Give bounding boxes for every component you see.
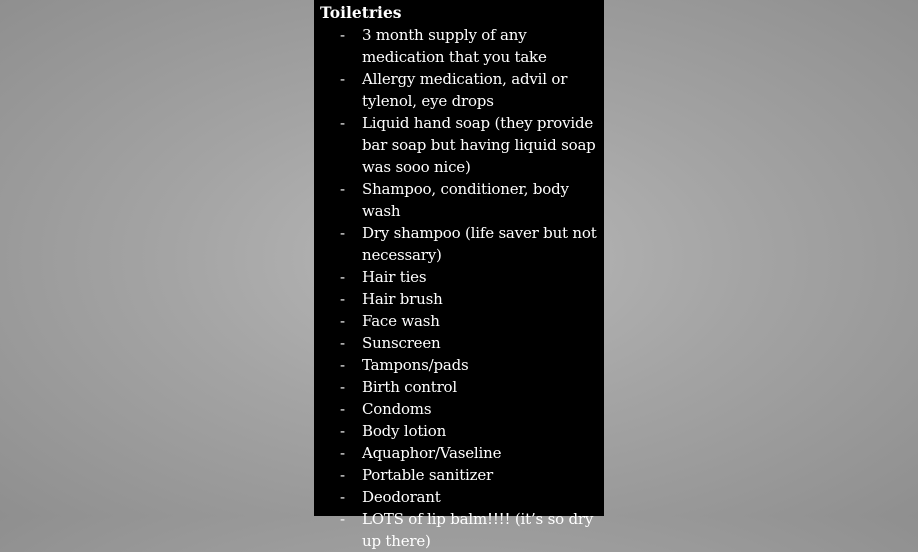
list-item [314,68,604,112]
bullet-dash: - [340,114,345,132]
list-item-text: Aquaphor/Vaseline [362,444,502,462]
list-item [314,266,604,288]
bullet-dash: - [340,488,345,506]
bullet-dash: - [340,312,345,330]
list-item-text: Liquid hand soap (they provide bar soap but having liquid soap was sooo nice) [362,114,596,176]
list-item-text: Dry shampoo (life saver but not necessary) [362,224,597,264]
list-item [314,486,604,508]
list-item-text: Portable sanitizer [362,466,493,484]
document-panel [314,0,604,550]
bullet-dash: - [340,290,345,308]
bullet-dash: - [340,400,345,418]
list-item [314,288,604,310]
bullet-dash: - [340,422,345,440]
list-item [314,508,604,552]
list-item-text: Face wash [362,312,440,330]
bullet-dash: - [340,466,345,484]
list-item [314,310,604,332]
list-item-text: Allergy medication, advil or tylenol, eye drops [362,70,568,110]
list-item [314,376,604,398]
list-item-text: Condoms [362,400,432,418]
bullet-dash: - [340,378,345,396]
bullet-dash: - [340,70,345,88]
bullet-dash: - [340,356,345,374]
list-item [314,222,604,266]
list-item [314,464,604,486]
list-item-text: Deodorant [362,488,441,506]
list-item [314,398,604,420]
bullet-dash: - [340,444,345,462]
list-item [314,24,604,68]
toiletries-list [314,24,604,552]
list-item-text: Shampoo, conditioner, body wash [362,180,569,220]
list-item-text: Hair ties [362,268,427,286]
list-item [314,354,604,376]
bullet-dash: - [340,268,345,286]
bullet-dash: - [340,224,345,242]
bullet-dash: - [340,26,345,44]
bullet-dash: - [340,180,345,198]
list-item [314,420,604,442]
list-item [314,442,604,464]
list-item [314,178,604,222]
list-item-text: Body lotion [362,422,447,440]
list-item-text: Birth control [362,378,457,396]
bullet-dash: - [340,334,345,352]
list-item [314,112,604,178]
section-heading: Toiletries [320,3,402,22]
list-item [314,332,604,354]
list-item-text: LOTS of lip balm!!!! (it’s so dry up there) [362,510,594,550]
list-item-text: Sunscreen [362,334,441,352]
list-item-text: 3 month supply of any medication that you take [362,26,547,66]
list-item-text: Hair brush [362,290,443,308]
bullet-dash: - [340,510,345,528]
list-item-text: Tampons/pads [362,356,469,374]
